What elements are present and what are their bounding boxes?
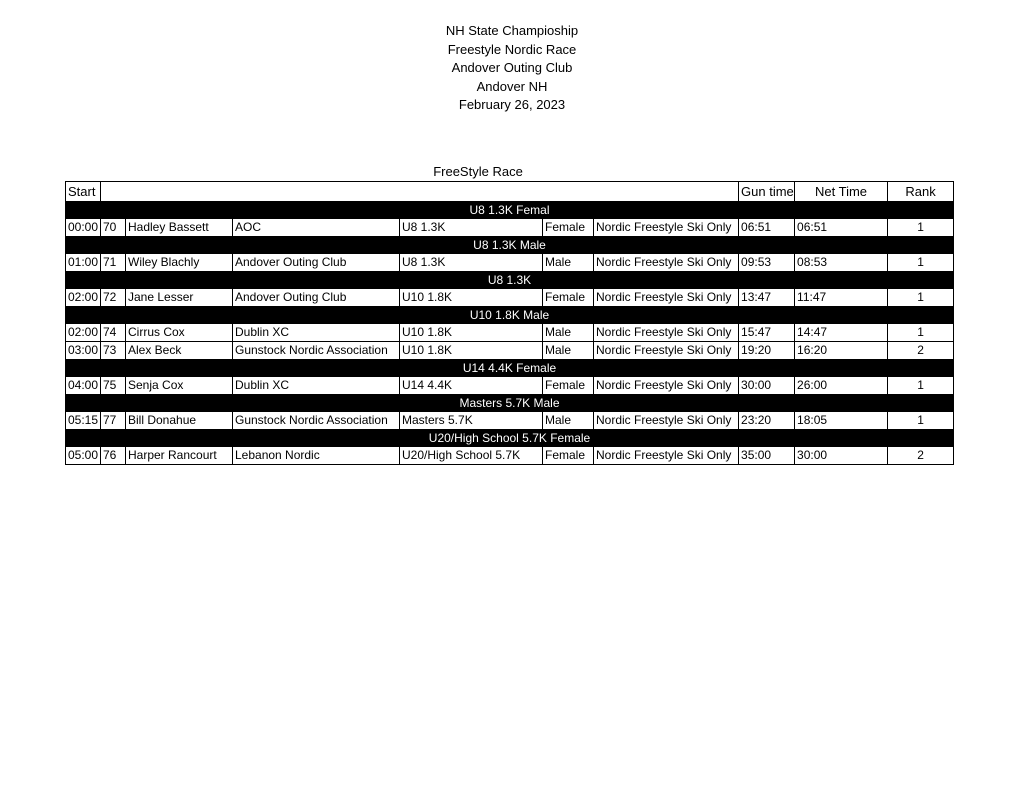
gender-cell: Male bbox=[543, 342, 594, 360]
bib-cell: 71 bbox=[101, 254, 126, 272]
group-title: U8 1.3K bbox=[66, 272, 954, 289]
net-time-cell: 14:47 bbox=[795, 324, 888, 342]
athlete-name-cell: Alex Beck bbox=[126, 342, 233, 360]
results-table bbox=[65, 181, 954, 465]
group-header-row bbox=[66, 237, 954, 254]
gender-cell: Male bbox=[543, 412, 594, 430]
category-cell: U10 1.8K bbox=[400, 324, 543, 342]
table-row bbox=[66, 289, 954, 307]
gun-time-cell: 23:20 bbox=[739, 412, 795, 430]
gender-cell: Female bbox=[543, 289, 594, 307]
gender-cell: Female bbox=[543, 219, 594, 237]
club-cell: Dublin XC bbox=[233, 324, 400, 342]
group-header-row bbox=[66, 272, 954, 289]
athlete-name-cell: Wiley Blachly bbox=[126, 254, 233, 272]
event-cell: Nordic Freestyle Ski Only bbox=[594, 412, 739, 430]
bib-cell: 73 bbox=[101, 342, 126, 360]
table-row bbox=[66, 324, 954, 342]
group-header-row bbox=[66, 395, 954, 412]
net-time-cell: 16:20 bbox=[795, 342, 888, 360]
athlete-name-cell: Senja Cox bbox=[126, 377, 233, 395]
table-row bbox=[66, 219, 954, 237]
rank-cell: 2 bbox=[888, 342, 954, 360]
athlete-name-cell: Harper Rancourt bbox=[126, 447, 233, 465]
category-cell: U10 1.8K bbox=[400, 289, 543, 307]
bib-cell: 70 bbox=[101, 219, 126, 237]
net-time-cell: 06:51 bbox=[795, 219, 888, 237]
rank-cell: 1 bbox=[888, 289, 954, 307]
group-header-row bbox=[66, 202, 954, 219]
table-row bbox=[66, 447, 954, 465]
gun-time-cell: 06:51 bbox=[739, 219, 795, 237]
column-header-start: Start bbox=[66, 182, 101, 202]
start-time-cell: 00:00 bbox=[66, 219, 101, 237]
gun-time-cell: 09:53 bbox=[739, 254, 795, 272]
group-header-row bbox=[66, 307, 954, 324]
rank-cell: 2 bbox=[888, 447, 954, 465]
column-header-row bbox=[66, 182, 954, 202]
athlete-name-cell: Cirrus Cox bbox=[126, 324, 233, 342]
category-cell: U8 1.3K bbox=[400, 219, 543, 237]
start-time-cell: 01:00 bbox=[66, 254, 101, 272]
event-cell: Nordic Freestyle Ski Only bbox=[594, 254, 739, 272]
net-time-cell: 18:05 bbox=[795, 412, 888, 430]
bib-cell: 77 bbox=[101, 412, 126, 430]
gun-time-cell: 35:00 bbox=[739, 447, 795, 465]
start-time-cell: 02:00 bbox=[66, 324, 101, 342]
rank-cell: 1 bbox=[888, 412, 954, 430]
group-title: Masters 5.7K Male bbox=[66, 395, 954, 412]
category-cell: Masters 5.7K bbox=[400, 412, 543, 430]
club-cell: Gunstock Nordic Association bbox=[233, 412, 400, 430]
table-row bbox=[66, 254, 954, 272]
race-date: February 26, 2023 bbox=[458, 97, 566, 113]
net-time-cell: 08:53 bbox=[795, 254, 888, 272]
column-header-rank: Rank bbox=[888, 182, 954, 202]
event-cell: Nordic Freestyle Ski Only bbox=[594, 342, 739, 360]
gender-cell: Female bbox=[543, 377, 594, 395]
document-header bbox=[0, 22, 1024, 115]
table-row bbox=[66, 412, 954, 430]
athlete-name-cell: Bill Donahue bbox=[126, 412, 233, 430]
table-row bbox=[66, 342, 954, 360]
gender-cell: Female bbox=[543, 447, 594, 465]
category-cell: U8 1.3K bbox=[400, 254, 543, 272]
start-time-cell: 05:00 bbox=[66, 447, 101, 465]
section-title: FreeStyle Race bbox=[433, 164, 523, 179]
group-header-row bbox=[66, 360, 954, 377]
athlete-name-cell: Jane Lesser bbox=[126, 289, 233, 307]
start-time-cell: 02:00 bbox=[66, 289, 101, 307]
net-time-cell: 26:00 bbox=[795, 377, 888, 395]
bib-cell: 76 bbox=[101, 447, 126, 465]
athlete-name-cell: Hadley Bassett bbox=[126, 219, 233, 237]
gun-time-cell: 30:00 bbox=[739, 377, 795, 395]
bib-cell: 72 bbox=[101, 289, 126, 307]
group-title: U8 1.3K Femal bbox=[66, 202, 954, 219]
race-location: Andover NH bbox=[476, 78, 548, 94]
gun-time-cell: 19:20 bbox=[739, 342, 795, 360]
rank-cell: 1 bbox=[888, 324, 954, 342]
rank-cell: 1 bbox=[888, 254, 954, 272]
table-row bbox=[66, 377, 954, 395]
group-header-row bbox=[66, 430, 954, 447]
net-time-cell: 30:00 bbox=[795, 447, 888, 465]
bib-cell: 75 bbox=[101, 377, 126, 395]
gun-time-cell: 15:47 bbox=[739, 324, 795, 342]
start-time-cell: 03:00 bbox=[66, 342, 101, 360]
event-cell: Nordic Freestyle Ski Only bbox=[594, 219, 739, 237]
group-title: U14 4.4K Female bbox=[66, 360, 954, 377]
race-title: Freestyle Nordic Race bbox=[447, 41, 577, 57]
rank-cell: 1 bbox=[888, 219, 954, 237]
club-cell: Gunstock Nordic Association bbox=[233, 342, 400, 360]
club-cell: Andover Outing Club bbox=[233, 289, 400, 307]
category-cell: U10 1.8K bbox=[400, 342, 543, 360]
event-cell: Nordic Freestyle Ski Only bbox=[594, 324, 739, 342]
group-title: U20/High School 5.7K Female bbox=[66, 430, 954, 447]
group-title: U10 1.8K Male bbox=[66, 307, 954, 324]
column-header-blank bbox=[101, 182, 739, 202]
championship-title: NH State Champioship bbox=[445, 23, 579, 38]
start-time-cell: 05:15 bbox=[66, 412, 101, 430]
bib-cell: 74 bbox=[101, 324, 126, 342]
column-header-gun-time: Gun time bbox=[739, 182, 795, 202]
rank-cell: 1 bbox=[888, 377, 954, 395]
event-cell: Nordic Freestyle Ski Only bbox=[594, 289, 739, 307]
club-cell: AOC bbox=[233, 219, 400, 237]
event-cell: Nordic Freestyle Ski Only bbox=[594, 377, 739, 395]
category-cell: U14 4.4K bbox=[400, 377, 543, 395]
event-cell: Nordic Freestyle Ski Only bbox=[594, 447, 739, 465]
net-time-cell: 11:47 bbox=[795, 289, 888, 307]
column-header-net-time: Net Time bbox=[795, 182, 888, 202]
club-cell: Lebanon Nordic bbox=[233, 447, 400, 465]
host-club: Andover Outing Club bbox=[451, 60, 573, 76]
gun-time-cell: 13:47 bbox=[739, 289, 795, 307]
club-cell: Dublin XC bbox=[233, 377, 400, 395]
gender-cell: Male bbox=[543, 324, 594, 342]
gender-cell: Male bbox=[543, 254, 594, 272]
group-title: U8 1.3K Male bbox=[66, 237, 954, 254]
club-cell: Andover Outing Club bbox=[233, 254, 400, 272]
category-cell: U20/High School 5.7K bbox=[400, 447, 543, 465]
start-time-cell: 04:00 bbox=[66, 377, 101, 395]
